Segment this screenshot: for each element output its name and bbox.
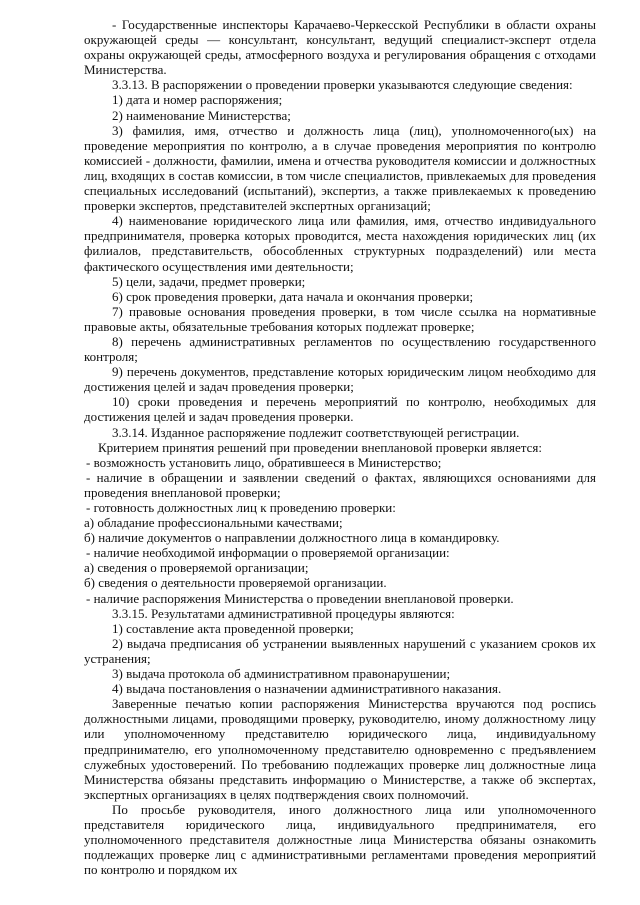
criteria-item-identify: - возможность установить лицо, обратившееся в Министерство; [86,454,442,470]
section-3-3-13-heading: 3.3.13. В распоряжении о проведении проверки указываются следующие сведения: [112,77,573,93]
paragraph-criteria: Критерием принятия решений при проведении внеплановой проверки является: [98,439,542,455]
list-item-legal-grounds: 7) правовые основания проведения проверки, в том числе ссылка на нормативные правовые акты, обязательные требования которых подлежат проверке; [84,303,596,334]
list-item-goals: 5) цели, задачи, предмет проверки; [112,273,306,289]
section-3-3-14: 3.3.14. Изданное распоряжение подлежит соответствующей регистрации. [112,424,520,440]
result-item-act: 1) составление акта проведенной проверки; [112,620,354,636]
list-item-measures: 10) сроки проведения и перечень мероприятий по контролю, необходимых для достижения целей и задач проведения проверки. [84,394,596,425]
readiness-sub-b: б) наличие документов о направлении должностного лица в командировку. [84,530,500,546]
information-sub-b: б) сведения о деятельности проверяемой организации. [84,575,387,591]
result-item-resolution: 4) выдача постановления о назначении административного наказания. [112,681,502,697]
list-item-regulations: 8) перечень административных регламентов по осуществлению государственного контроля; [84,333,596,365]
list-item-ministry-name: 2) наименование Министерства; [112,107,291,123]
criteria-item-order: - наличие распоряжения Министерства о проведении внеплановой проверки. [86,590,514,606]
list-item-authorized-persons: 3) фамилия, имя, отчество и должность лица (лиц), уполномоченного(ых) на проведение мероприятия по контролю, а в случае проведения мероприятия по контролю комиссией - должности, фамилии, имена и отчества руководителя комиссии и должностных лиц, входящих в состав комиссии, в том числе специалистов, привлекаемых для проведения специальных исследований (испытаний), экспертиз, а также привлекаемых к проведению проверки экспертов, представителей экспертных организаций; [84,122,596,214]
list-item-term: 6) срок проведения проверки, дата начала и окончания проверки; [112,288,474,304]
paragraph-certified-copies: Заверенные печатью копии распоряжения Министерства вручаются под роспись должностными лицами, проводящими проверку, руководителю, иному должностному лицу или уполномоченному представителю юридического лица, индивидуальному предпринимателю, его уполномоченному представителю одновременно с предъявлением служебных удостоверений. По требованию подлежащих проверке лиц должностные лица Министерства обязаны представить информацию о Министерстве, а также об экспертах, экспертных организациях в целях подтверждения своих полномочий. [84,696,596,802]
list-item-legal-entity: 4) наименование юридического лица или фамилия, имя, отчество индивидуального предпринимателя, проверка которых проводится, места нахождения юридических лиц (их филиалов, представительств, обособленных структурных подразделений) или места фактического осуществления ими деятельности; [84,213,596,274]
result-item-protocol: 3) выдача протокола об административном правонарушении; [112,666,451,682]
paragraph-request: По просьбе руководителя, иного должностного лица или уполномоченного представителя юридического лица, индивидуального предпринимателя, его уполномоченного представителя должностные лица Министерства обязаны ознакомить подлежащих проверке лиц с административными регламентами проведения мероприятий по контролю и порядком их [84,801,596,878]
readiness-sub-a: а) обладание профессиональными качествами; [84,515,343,531]
information-sub-a: а) сведения о проверяемой организации; [84,560,309,576]
criteria-item-information: - наличие необходимой информации о проверяемой организации: [86,545,450,561]
list-item-order-date: 1) дата и номер распоряжения; [112,92,283,108]
section-3-3-15-heading: 3.3.15. Результатами административной процедуры являются: [112,605,455,621]
criteria-item-facts: - наличие в обращении и заявлении сведений о фактах, являющихся основаниями для проведения внеплановой проверки; [84,469,596,500]
paragraph-inspectors: - Государственные инспекторы Карачаево-Черкесской Республики в области охраны окружающей среды — консультант, консультант, ведущий специалист-эксперт отдела охраны окружающей среды, атмосферного воздуха и регулирования обращения с отходами Министерства. [84,17,596,78]
criteria-item-readiness: - готовность должностных лиц к проведению проверки: [86,500,396,515]
result-item-prescription: 2) выдача предписания об устранении выявленных нарушений с указанием сроков их устранения; [84,635,596,666]
list-item-documents: 9) перечень документов, представление которых юридическим лицом необходимо для достижения целей и задач проведения проверки; [84,364,596,395]
